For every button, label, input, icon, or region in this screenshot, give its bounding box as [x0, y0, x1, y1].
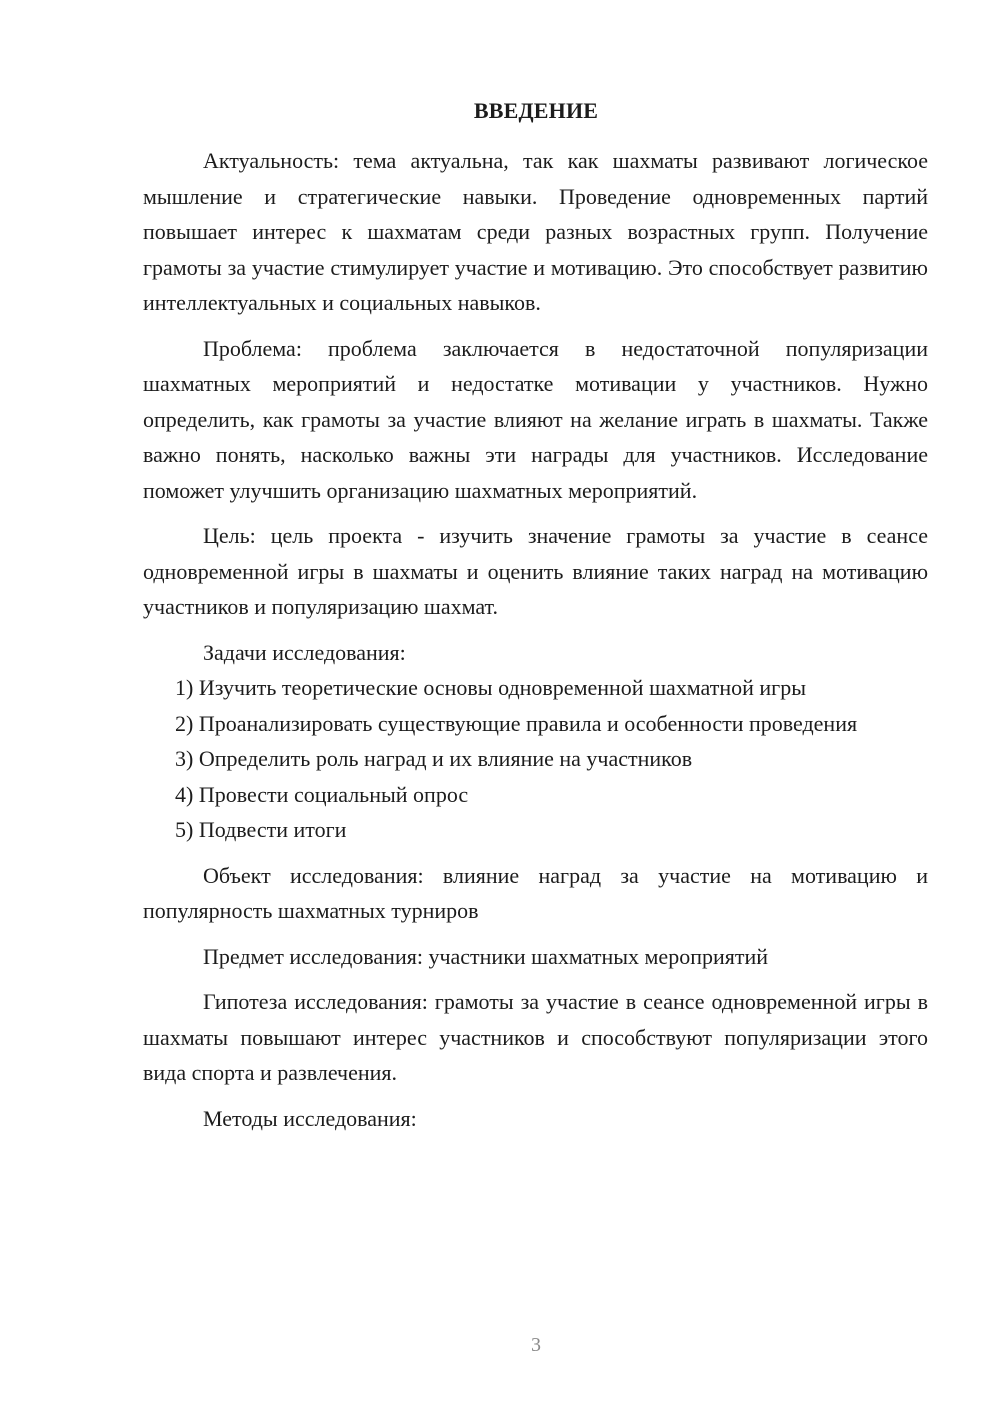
task-item: 4) Провести социальный опрос	[175, 781, 469, 807]
paragraph-relevance: Актуальность: тема актуальна, так как шахматы развивают логическое мышление и стратегические навыки. Проведение одновременных партий повышает интерес к шахматам среди разных возрастных групп. Получение грамоты за участие стимулирует участие и мотивацию. Это способствует развитию интеллектуальных и социальных навыков.	[143, 148, 928, 315]
methods-heading: Методы исследования:	[203, 1105, 417, 1131]
task-item: 1) Изучить теоретические основы одновременной шахматной игры	[175, 675, 806, 700]
paragraph-problem: Проблема: проблема заключается в недостаточной популяризации шахматных мероприятий и недостатке мотивации у участников. Нужно определить, как грамоты за участие влияют на желание играть в шахматы. Также важно понять, насколько важны эти награды для участников. Исследование поможет улучшить организацию шахматных мероприятий.	[143, 335, 928, 503]
task-item: 3) Определить роль наград и их влияние на участников	[175, 746, 693, 771]
section-title: ВВЕДЕНИЕ	[473, 98, 599, 123]
document-body	[143, 143, 928, 1136]
paragraph-object: Объект исследования: влияние наград за участие на мотивацию и популярность шахматных турниров	[143, 862, 928, 923]
tasks-heading: Задачи исследования:	[203, 639, 406, 665]
paragraph-hypothesis: Гипотеза исследования: грамоты за участие в сеансе одновременной игры в шахматы повышают интерес участников и способствуют популяризации этого вида спорта и развлечения.	[143, 989, 928, 1085]
paragraph-goal: Цель: цель проекта - изучить значение грамоты за участие в сеансе одновременной игры в шахматы и оценить влияние таких наград на мотивацию участников и популяризацию шахмат.	[143, 523, 928, 619]
page-number: 3	[531, 1334, 541, 1356]
task-item: 5) Подвести итоги	[175, 817, 347, 842]
paragraph-subject: Предмет исследования: участники шахматных мероприятий	[203, 943, 769, 969]
task-item: 2) Проанализировать существующие правила и особенности проведения	[175, 710, 858, 736]
